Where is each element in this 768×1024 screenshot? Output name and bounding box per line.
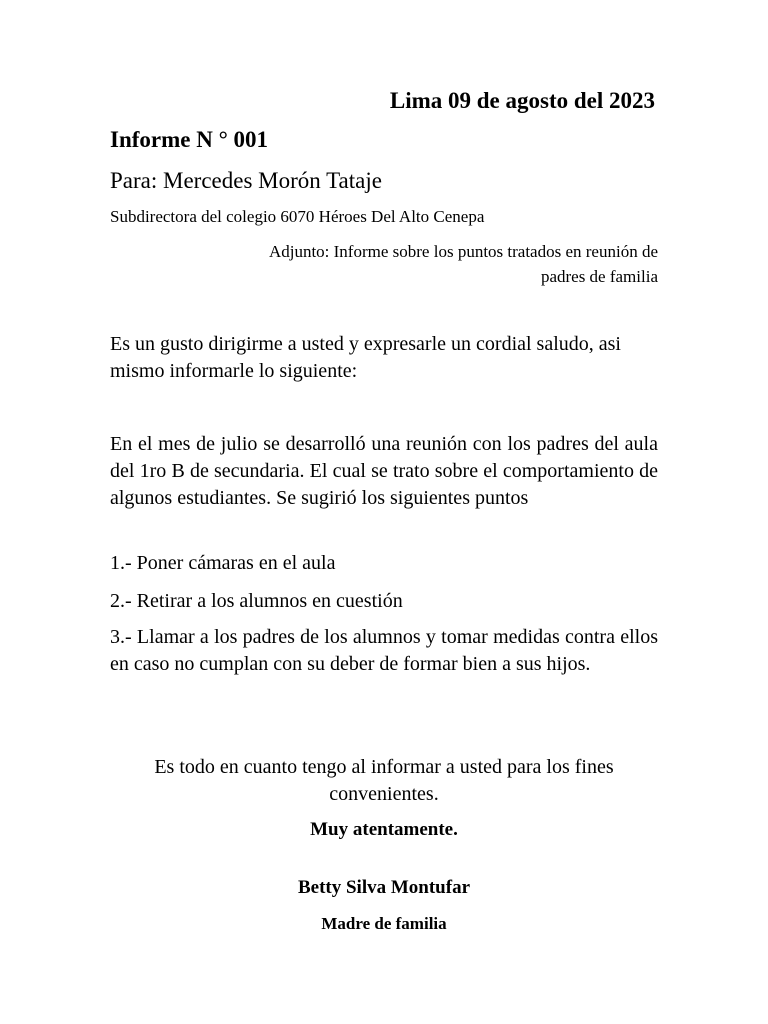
point-item-1: 1.- Poner cámaras en el aula [110, 552, 336, 574]
signer-title: Madre de familia [321, 914, 447, 933]
point-item-2: 2.- Retirar a los alumnos en cuestión [110, 590, 403, 612]
point-item-3: 3.- Llamar a los padres de los alumnos y tomar medidas contra ellos en caso no cumplan con su deber de formar bien a sus hijos. [110, 626, 658, 675]
greeting-paragraph: Es un gusto dirigirme a usted y expresarle un cordial saludo, asi mismo informarle lo siguiente: [110, 333, 621, 382]
recipient-name: Para: Mercedes Morón Tataje [110, 168, 382, 193]
recipient-role: Subdirectora del colegio 6070 Héroes Del Alto Cenepa [110, 207, 485, 226]
signer-name: Betty Silva Montufar [297, 877, 471, 898]
document-date: Lima 09 de agosto del 2023 [389, 88, 655, 113]
closing-paragraph: Es todo en cuanto tengo al informar a usted para los fines convenientes. [154, 756, 614, 805]
attachment-note: Adjunto: Informe sobre los puntos tratados en reunión de padres de familia [268, 242, 658, 286]
report-number: Informe N ° 001 [110, 127, 269, 152]
farewell-line: Muy atentamente. [310, 819, 458, 840]
body-paragraph: En el mes de julio se desarrolló una reunión con los padres del aula del 1ro B de secundaria. El cual se trato sobre el comportamiento de algunos estudiantes. Se sugirió los siguientes puntos [110, 433, 658, 509]
